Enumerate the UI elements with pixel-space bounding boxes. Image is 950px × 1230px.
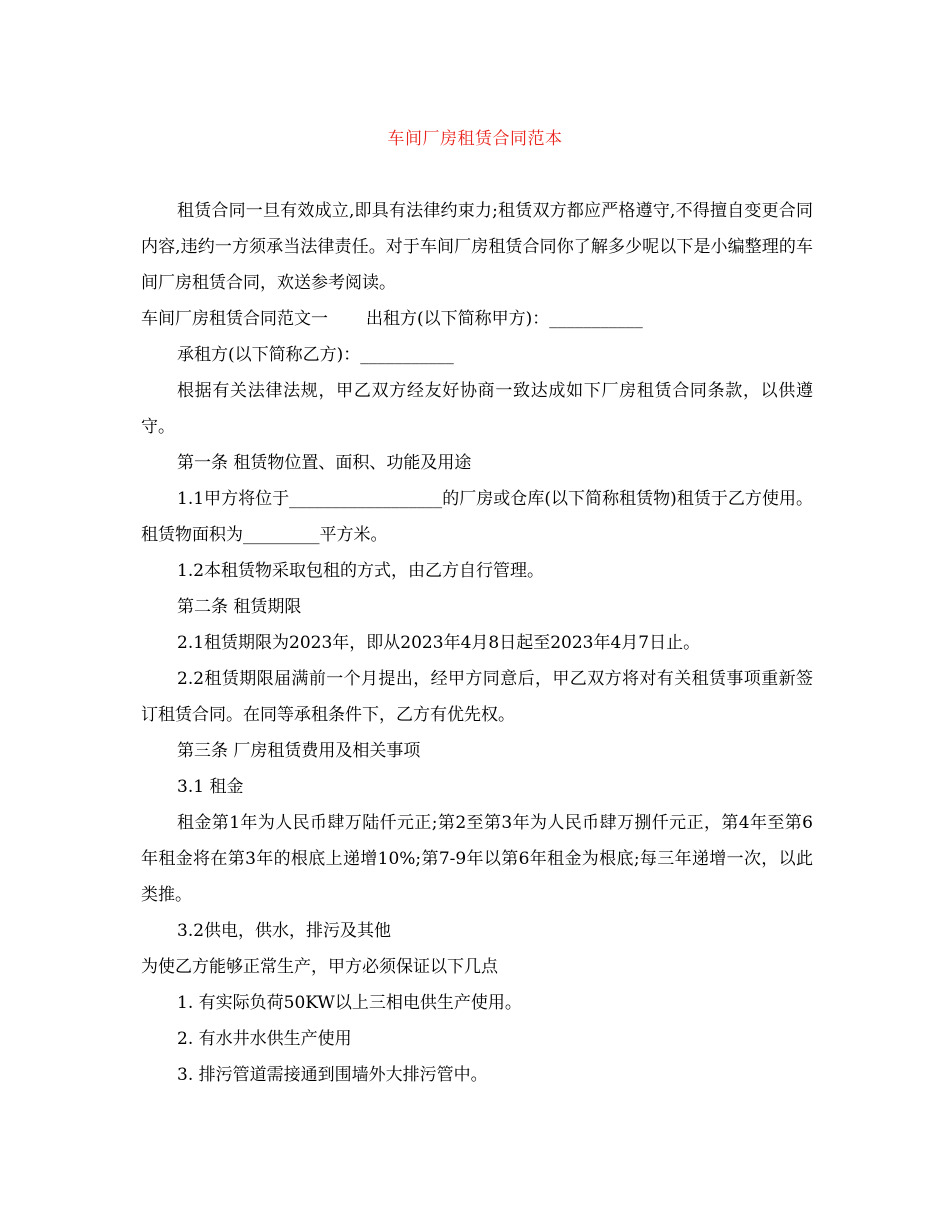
clause-1-2: 1.2本租赁物采取包租的方式，由乙方自行管理。	[177, 561, 545, 581]
clause-3-1-text: 租金第1年为人民币肆万陆仟元正;第2至第3年为人民币肆万捌仟元正，第4年至第6年租金将在第3年的根底上递增10%;第7-9年以第6年租金为根底;每三年递增一次，以此类推。	[141, 813, 813, 905]
clause-3-2-intro: 为使乙方能够正常生产，甲方必须保证以下几点	[141, 957, 498, 977]
article-1-title: 第一条 租赁物位置、面积、功能及用途	[177, 453, 472, 473]
lessee-line: 承租方(以下简称乙方)：___________	[177, 345, 454, 365]
clause-3-1-title: 3.1 租金	[177, 777, 244, 797]
clause-2-1: 2.1租赁期限为2023年，即从2023年4月8日起至2023年4月7日止。	[177, 633, 701, 653]
list-item-1: 1. 有实际负荷50KW以上三相电供生产使用。	[177, 993, 522, 1013]
article-2-title: 第二条 租赁期限	[177, 597, 302, 617]
sample-heading-row	[141, 301, 813, 337]
intro-paragraph: 租赁合同一旦有效成立,即具有法律约束力;租赁双方都应严格遵守,不得擅自变更合同内容,违约一方须承当法律责任。对于车间厂房租赁合同你了解多少呢以下是小编整理的车间厂房租赁合同，欢送参考阅读。	[141, 201, 813, 293]
article-3-title: 第三条 厂房租赁费用及相关事项	[177, 741, 421, 761]
document-body	[141, 193, 813, 1093]
preamble-paragraph: 根据有关法律法规，甲乙双方经友好协商一致达成如下厂房租赁合同条款，以供遵守。	[141, 381, 813, 437]
document-title: 车间厂房租赁合同范本	[387, 129, 563, 149]
list-item-2: 2. 有水井水供生产使用	[177, 1029, 352, 1049]
clause-2-2: 2.2租赁期限届满前一个月提出，经甲方同意后，甲乙双方将对有关租赁事项重新签订租赁合同。在同等承租条件下，乙方有优先权。	[141, 669, 813, 725]
sample-heading: 车间厂房租赁合同范文一	[141, 309, 328, 329]
clause-3-2-title: 3.2供电，供水，排污及其他	[177, 921, 392, 941]
clause-1-1: 1.1甲方将位于__________________的厂房或仓库(以下简称租赁物)租赁于乙方使用。租赁物面积为_________平方米。	[141, 489, 813, 545]
list-item-3: 3. 排污管道需接通到围墙外大排污管中。	[177, 1065, 488, 1085]
lessor-line: 出租方(以下简称甲方)：___________	[366, 309, 643, 329]
